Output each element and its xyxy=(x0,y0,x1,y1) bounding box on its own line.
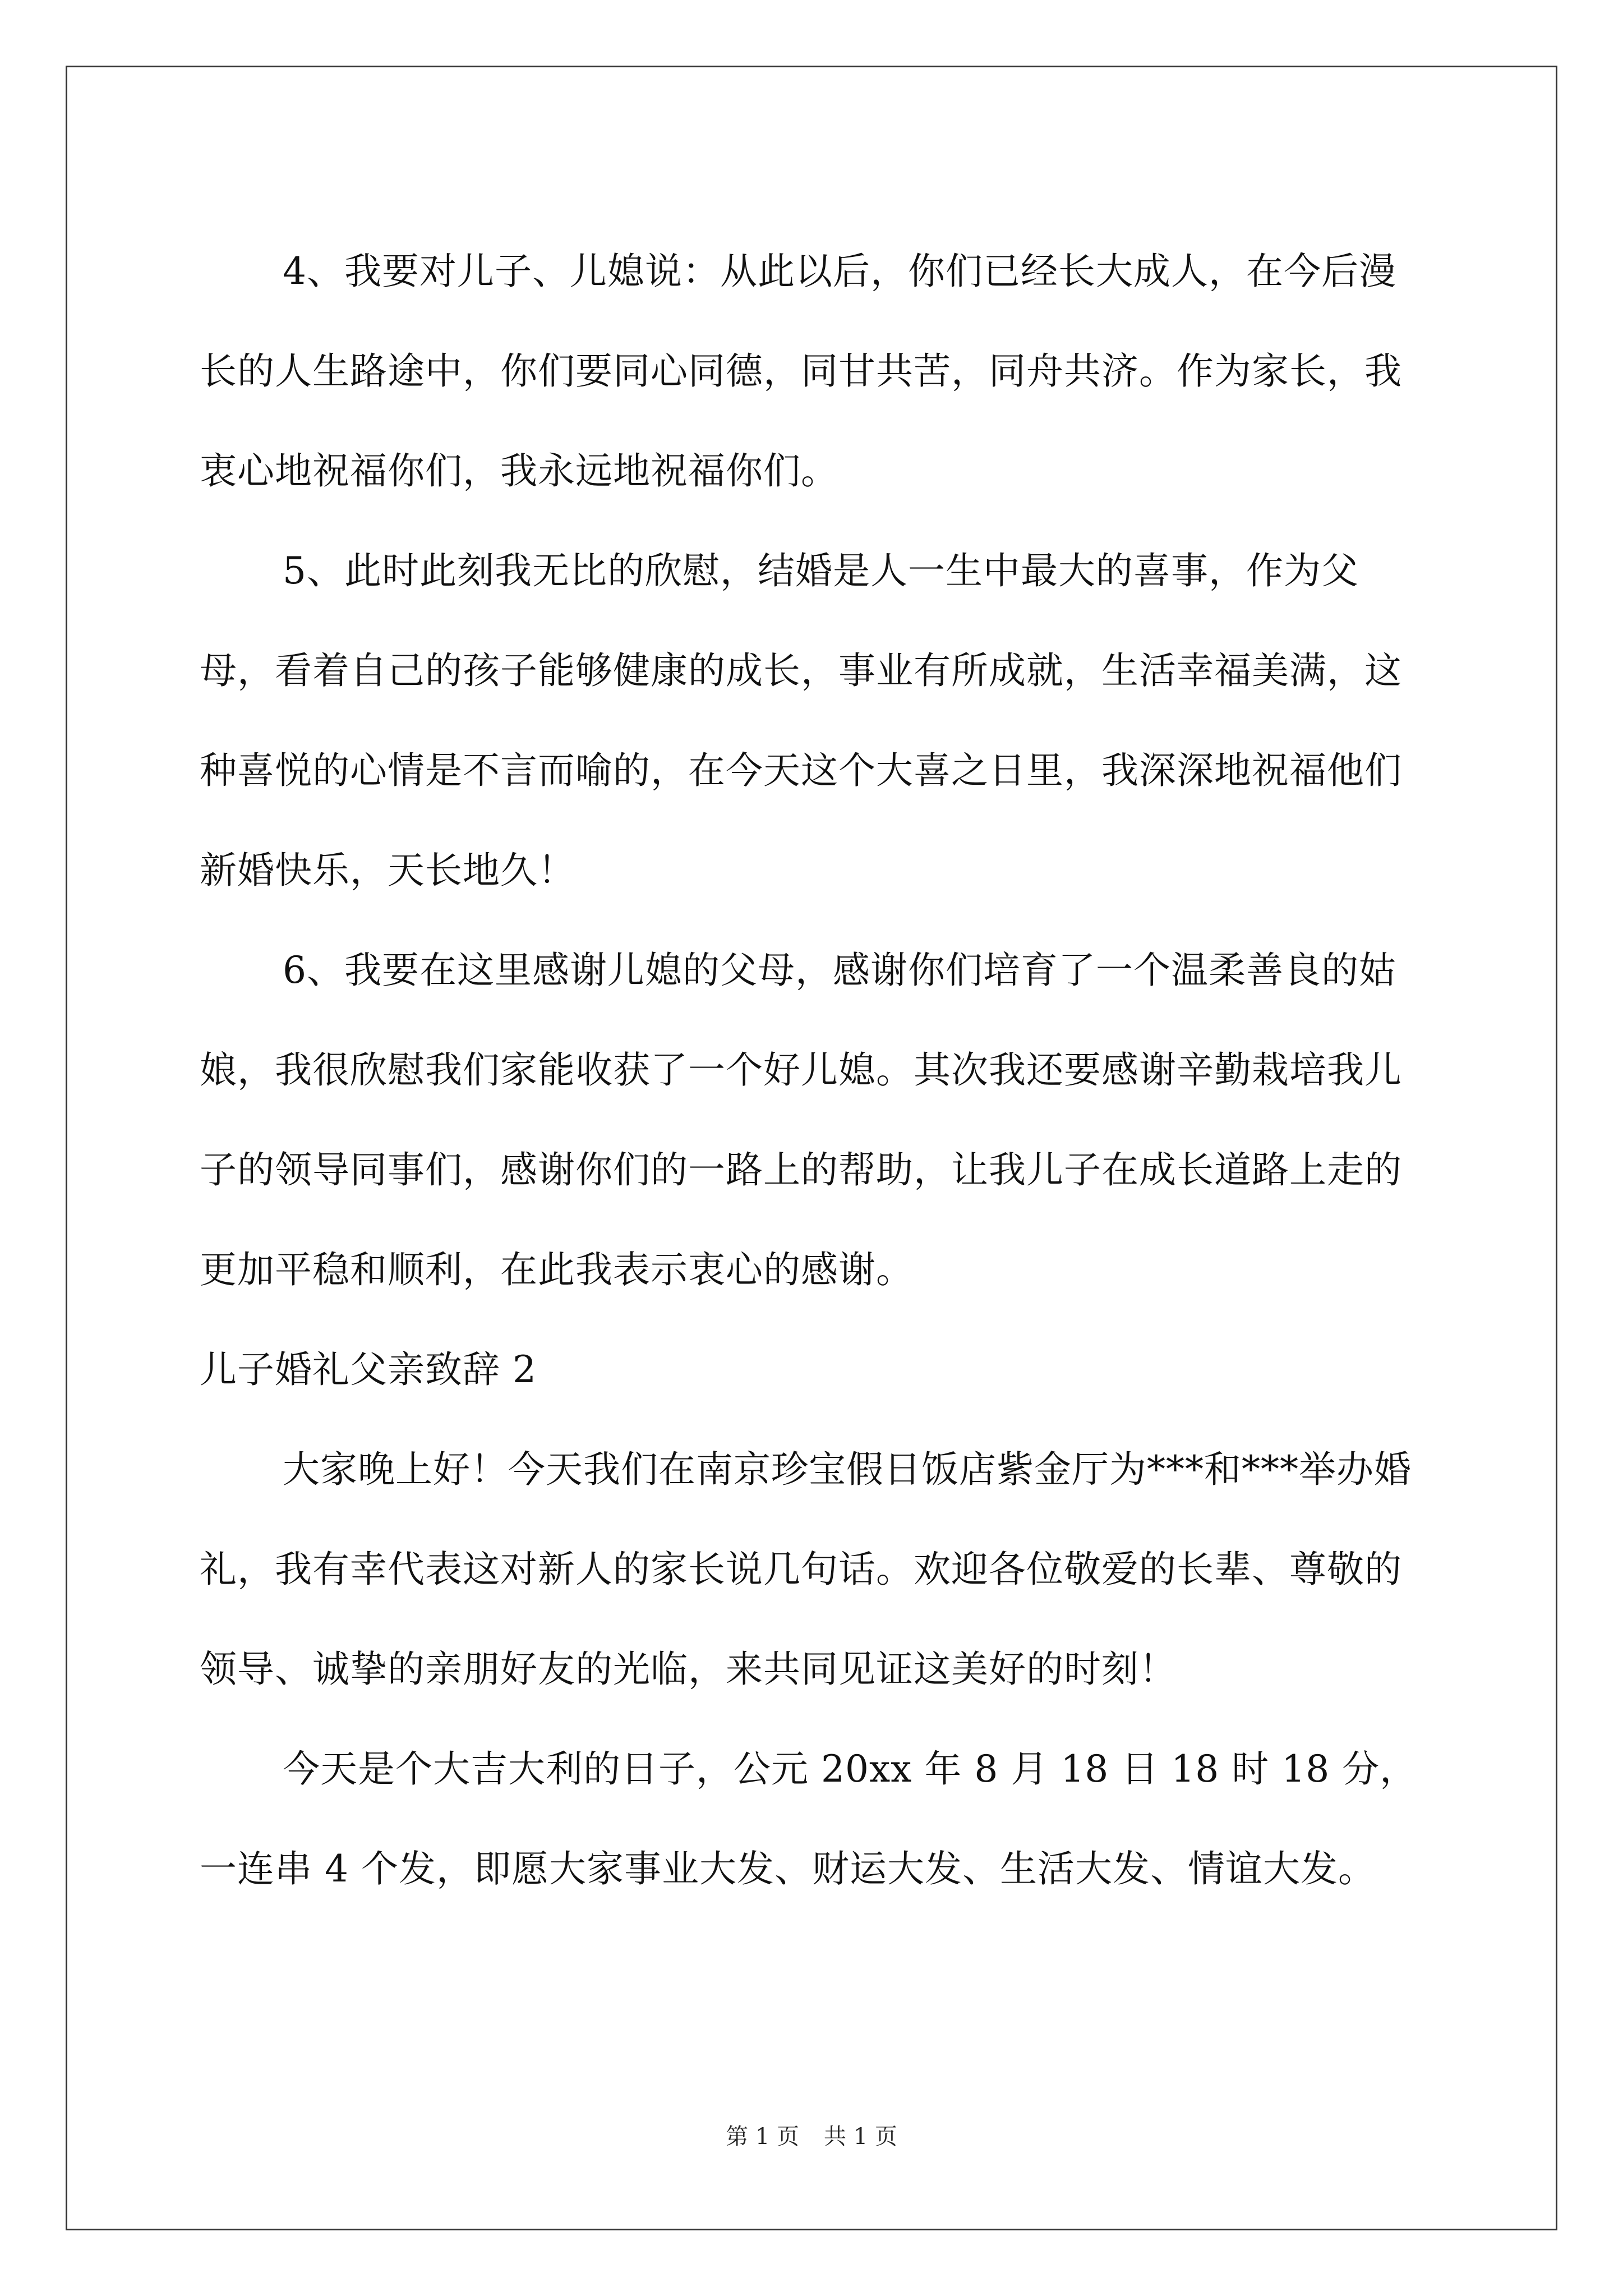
paragraph-5: 5、此时此刻我无比的欣慰，结婚是人一生中最大的喜事，作为父母，看着自己的孩子能够健康的成长，事业有所成就，生活幸福美满，这种喜悦的心情是不言而喻的，在今天这个大喜之日里，我深深地祝福他们新婚快乐，天长地久！ xyxy=(200,549,1402,892)
paragraph-4: 4、我要对儿子、儿媳说：从此以后，你们已经长大成人，在今后漫长的人生路途中，你们要同心同德，同甘共苦，同舟共济。作为家长，我衷心地祝福你们，我永远地祝福你们。 xyxy=(200,250,1402,493)
page-total: 共 1 页 xyxy=(824,2124,897,2150)
page-footer xyxy=(0,2119,1623,2151)
document-body xyxy=(200,222,1428,1919)
paragraph-date: 今天是个大吉大利的日子，公元 20xx 年 8 月 18 日 18 时 18 分，一连串 4 个发，即愿大家事业大发、财运大发、生活大发、情谊大发。 xyxy=(200,1747,1418,1890)
page-number: 第 1 页 xyxy=(726,2124,799,2150)
paragraph-6: 6、我要在这里感谢儿媳的父母，感谢你们培育了一个温柔善良的姑娘，我很欣慰我们家能收获了一个好儿媳。其次我还要感谢辛勤栽培我儿子的领导同事们，感谢你们的一路上的帮助，让我儿子在成长道路上走的更加平稳和顺利，在此我表示衷心的感谢。 xyxy=(200,949,1402,1291)
paragraph-greeting: 大家晚上好！今天我们在南京珍宝假日饭店紫金厅为***和***举办婚礼，我有幸代表这对新人的家长说几句话。欢迎各位敬爱的长辈、尊敬的领导、诚挚的亲朋好友的光临，来共同见证这美好的时刻！ xyxy=(200,1448,1412,1691)
section-heading: 儿子婚礼父亲致辞 2 xyxy=(200,1348,537,1391)
